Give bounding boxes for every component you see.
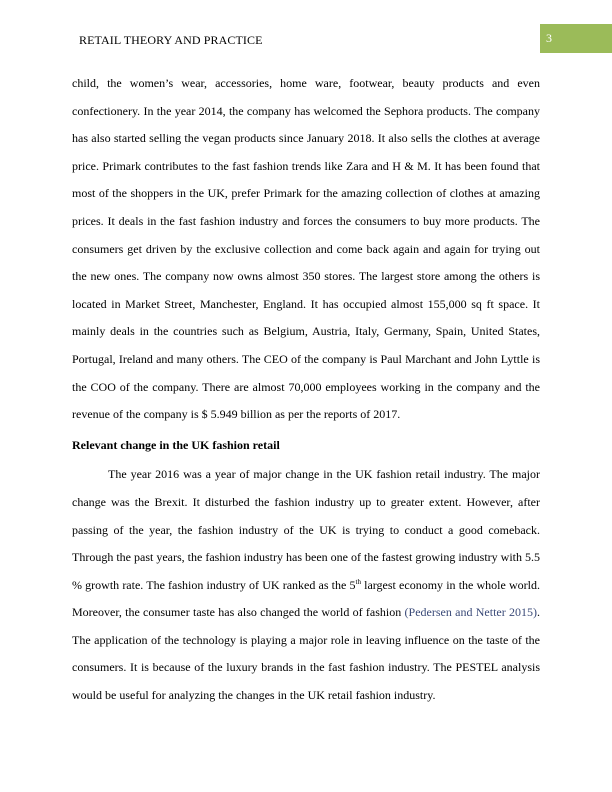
paragraph-text: . The application of the technology is playing a major role in leaving influence on the taste of the consumers. It is because of the luxury brands in the fast fashion industry. The PESTEL analysis would be useful for analyzing the changes in the UK retail fashion industry.	[72, 605, 540, 703]
section-heading: Relevant change in the UK fashion retail	[72, 437, 280, 452]
body-paragraph	[72, 461, 540, 709]
running-head: RETAIL THEORY AND PRACTICE	[79, 33, 263, 47]
paragraph-text: The year 2016 was a year of major change in the UK fashion retail industry. The major change was the Brexit. It disturbed the fashion industry up to greater extent. However, after passing of the year, the fashion industry of the UK is trying to conduct a good comeback. Through the past years, the fashion industry has been one of the fastest growing industry with 5.5 % growth rate. The fashion industry of UK ranked as the 5	[72, 467, 540, 592]
body-paragraph: child, the women’s wear, accessories, home ware, footwear, beauty products and even confectionery. In the year 2014, the company has welcomed the Sephora products. The company has also started selling the vegan products since January 2018. It also sells the clothes at average price. Primark contributes to the fast fashion trends like Zara and H & M. It has been found that most of the shoppers in the UK, prefer Primark for the amazing collection of clothes at amazing prices. It deals in the fast fashion industry and forces the consumers to buy more products. The consumers get driven by the exclusive collection and come back again and again for trying out the new ones. The company now owns almost 350 stores. The largest store among the others is located in Market Street, Manchester, England. It has occupied almost 155,000 sq ft space. It mainly deals in the countries such as Belgium, Austria, Italy, Germany, Spain, United States, Portugal, Ireland and many others. The CEO of the company is Paul Marchant and John Lyttle is the COO of the company. There are almost 70,000 employees working in the company and the revenue of the company is $ 5.949 billion as per the reports of 2017.	[72, 76, 540, 422]
document-body	[72, 70, 540, 710]
paragraph-text: largest economy in the whole world. Moreover, the consumer taste has also changed the world of fashion	[72, 577, 540, 620]
citation: (Pedersen and Netter 2015)	[404, 605, 537, 620]
page-number-badge	[540, 24, 612, 53]
page-number: 3	[546, 31, 552, 45]
ordinal-superscript: th	[355, 577, 361, 586]
